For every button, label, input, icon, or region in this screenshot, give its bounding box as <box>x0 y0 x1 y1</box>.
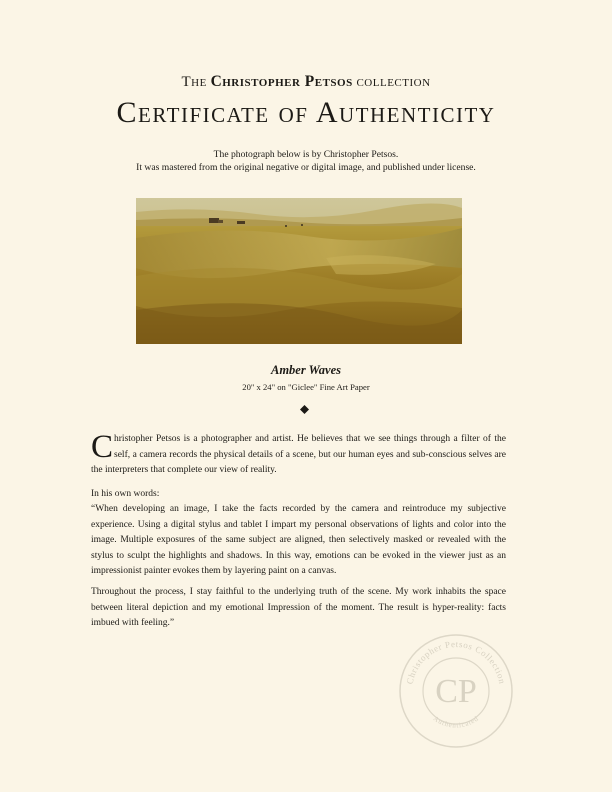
artwork-title: Amber Waves <box>270 363 342 377</box>
quote-paragraph-1: “When developing an image, I take the facts recorded by the camera and reintroduce my subjective experience. Using a digital stylus and tablet I impart my personal observations of lights and color into the image. Multiple exposures of the same subject are aligned, then selectively masked or revealed with the stylus to sculpt the highlights and shadows. In this way, emotions can be evoked in the viewer just as an impressionist painter evokes them by layering paint on a canvas. <box>91 504 506 576</box>
intro-line-2: It was mastered from the original negative or digital image, and published under license. <box>136 162 476 173</box>
seal-monogram: CP <box>435 673 477 710</box>
collection-name: Christopher Petsos <box>210 73 353 90</box>
intro-text <box>0 148 612 174</box>
quote-paragraph-2: Throughout the process, I stay faithful to the underlying truth of the scene. My work inhabits the space between literal depiction and my emotional Impression of the moment. The result is hyper-reality: facts imbued with feeling.” <box>91 587 506 628</box>
collection-pre: The <box>181 74 207 90</box>
artist-bio <box>91 429 506 479</box>
collection-post: collection <box>356 74 431 90</box>
svg-text:Authenticated <box>432 715 481 730</box>
seal-ring-top: Christopher Petsos Collection <box>404 638 508 686</box>
intro-line-1: The photograph below is by Christopher Petsos. <box>213 149 399 160</box>
collection-heading <box>0 73 612 91</box>
artwork-photo <box>136 198 462 344</box>
authentication-seal-icon <box>398 633 514 749</box>
bio-text: hristopher Petsos is a photographer and artist. He believes that we see things through a filter of the self, a camera records the physical details of a scene, but our human eyes and sub-conscious selves are the interpreters that complete our view of reality. <box>91 434 506 475</box>
own-words-label: In his own words: <box>91 489 160 499</box>
wheat-field-landscape-icon <box>136 198 462 344</box>
artwork-medium: 20" x 24" on "Giclee" Fine Art Paper <box>242 382 370 392</box>
certificate-title: Certificate of Authenticity <box>116 96 496 129</box>
bio-dropcap: C <box>91 429 114 465</box>
diamond-ornament-icon <box>300 405 309 414</box>
seal-ring-bottom: Authenticated <box>431 714 481 730</box>
